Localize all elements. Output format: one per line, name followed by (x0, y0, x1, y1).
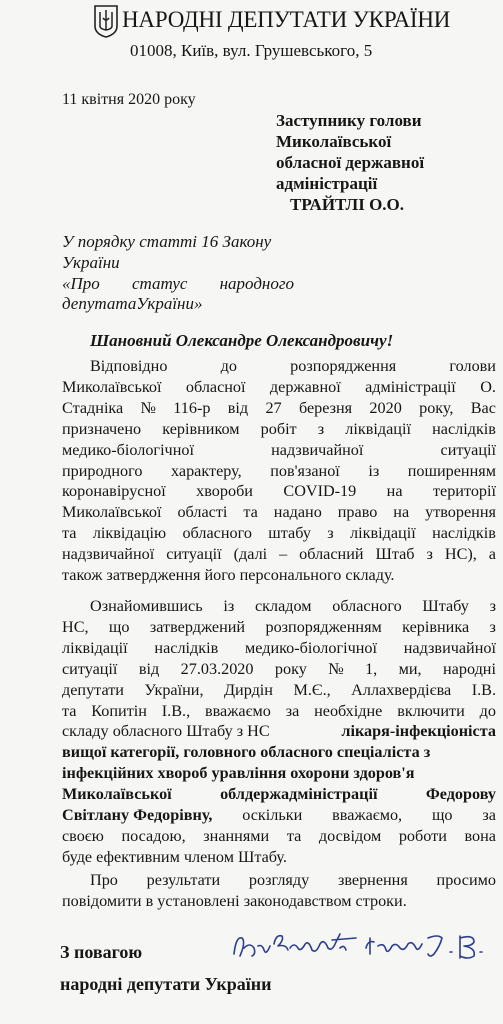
text-word: ліквідації (350, 524, 416, 543)
text-word: 1, (365, 659, 378, 678)
text-word: до (220, 357, 237, 375)
text-line (62, 805, 496, 826)
trident-emblem-icon (93, 4, 119, 38)
closing-line: З повагою (60, 942, 143, 962)
text-word: наслідків (432, 419, 496, 438)
text-word: надзвичайної (403, 638, 496, 657)
addressee-name: ТРАЙТЛІ О.О. (290, 195, 405, 214)
text-word: Штабу (422, 597, 469, 615)
text-word: Миколаївської (62, 377, 162, 396)
text-word: COVID-19 (283, 482, 357, 501)
paragraph-3 (62, 870, 496, 912)
text-word: затверджений (149, 617, 246, 636)
text-word: право (337, 503, 378, 522)
text-word: звернення (337, 871, 408, 889)
text-word: Миколаївської (62, 503, 162, 522)
text-word: із (368, 461, 380, 480)
text-line (62, 502, 496, 523)
text-word: на (393, 503, 410, 522)
text-word: необхідне (314, 701, 383, 720)
text-word: медико-біологічної (62, 440, 194, 459)
text-word: ліквідації (345, 419, 411, 438)
text-word: на (386, 482, 403, 501)
text-word: України, (144, 680, 204, 699)
text-word: за (285, 701, 300, 720)
text-line (62, 461, 496, 482)
text-word: хвороби (196, 482, 253, 501)
text-word: вважаємо, (332, 806, 403, 825)
text-line (62, 659, 496, 680)
text-word: та (286, 826, 302, 845)
text-line (62, 721, 496, 742)
text-word: року (274, 659, 307, 678)
text-word: пов'язаної (270, 461, 340, 480)
text-word: ліквідації (62, 638, 128, 657)
text-word: посадою, (121, 826, 186, 845)
text-run-bold: Світлану Федорівну, (62, 806, 213, 825)
text-line (62, 701, 496, 722)
text-word: просимо (436, 871, 496, 889)
text-word: розпорядженням (265, 617, 382, 636)
paragraph-1 (62, 356, 496, 586)
text-line (62, 617, 496, 638)
text-word: призначено (62, 419, 142, 438)
text-line: повідомити в установлені законодавством строки. (62, 891, 407, 910)
text-line (62, 742, 496, 763)
text-word: результати (146, 871, 221, 889)
text-word: поширенням (407, 461, 496, 480)
text-word: М.Є., (293, 680, 331, 699)
text-word: ситуації (440, 440, 496, 459)
paragraph-2 (62, 596, 496, 868)
text-word: характеру, (171, 461, 242, 480)
basis-line: депутатаУкраїни» (62, 294, 203, 314)
text-line (62, 784, 496, 805)
text-word: ми, (398, 659, 422, 678)
text-word: березня (298, 398, 353, 417)
basis-text: У порядку статті 16 Закону (62, 232, 272, 251)
text-word: Дирдін (223, 680, 273, 699)
text-word: Відповідно (90, 357, 168, 375)
addressee-line: Миколаївської (276, 132, 392, 151)
text-run: складу обласного Штабу з НС (62, 722, 270, 741)
letterhead-title: НАРОДНІ ДЕПУТАТИ УКРАЇНИ (122, 7, 451, 32)
text-word: ситуації (62, 659, 118, 678)
text-word: роботи (398, 826, 447, 845)
text-word: І.В., (161, 701, 191, 720)
text-word: НС), (444, 545, 477, 564)
text-word: Штаб (375, 545, 415, 564)
text-word: керівника (402, 617, 470, 636)
text-word: до (479, 701, 496, 720)
text-word: наслідків (154, 638, 219, 657)
text-word: голови (449, 357, 496, 375)
handwritten-signature (228, 924, 488, 968)
text-word: обласного (332, 597, 402, 615)
basis-line (62, 274, 294, 295)
text-run-bold: інфекційних хвороб уравління охорони здоров'я (62, 764, 415, 783)
text-word: за (482, 806, 496, 825)
letterhead-address: 01008, Київ, вул. Грушевського, 5 (130, 41, 373, 60)
text-line: буде ефективним членом Штабу. (62, 847, 287, 866)
text-word: адміністрації (365, 377, 456, 396)
text-word: розгляду (248, 871, 310, 889)
text-word: – (279, 545, 288, 564)
text-word: обласний (299, 545, 364, 564)
text-word: Аллахвердієва (351, 680, 452, 699)
addressee-line: адміністрації (276, 174, 378, 193)
text-word: з (489, 617, 496, 636)
text-word: обласного (182, 524, 252, 543)
text-run-bold: вищої категорії, головного обласного спеціаліста з (62, 743, 431, 762)
text-word: та (243, 503, 258, 522)
text-word: надзвичайної (271, 440, 364, 459)
text-word-bold: облдержадміністрації (220, 785, 378, 804)
text-word: від (227, 398, 249, 417)
text-word: Ознайомившись (90, 597, 203, 615)
text-line (62, 419, 496, 440)
text-word: та (62, 701, 77, 720)
text-line (62, 481, 496, 502)
text-word: Про (90, 871, 118, 889)
legal-basis (62, 232, 294, 315)
text-word: оскільки (242, 806, 303, 825)
text-word: керівником (162, 419, 240, 438)
text-word: з (317, 419, 325, 438)
text-line (62, 638, 496, 659)
text-line (62, 377, 496, 398)
text-word: 2020 (369, 398, 402, 417)
text-word-bold: Федорову (425, 785, 496, 804)
text-word: О. (480, 377, 496, 396)
basis-word: «Про (62, 273, 100, 293)
text-word: своєю (62, 826, 104, 845)
addressee-block (276, 110, 496, 215)
text-word: надано (273, 503, 322, 522)
text-word: складом (254, 597, 312, 615)
text-word: що (108, 617, 130, 636)
text-word: розпорядження (290, 357, 397, 375)
text-word: вона (464, 826, 496, 845)
text-word: та (62, 524, 77, 543)
text-word: державної (269, 377, 341, 396)
text-word: І.В. (471, 680, 496, 699)
text-word: а (488, 545, 496, 564)
text-line (62, 596, 496, 617)
text-word: від (138, 659, 160, 678)
text-word: вважаємо (204, 701, 271, 720)
text-word: з (489, 597, 496, 615)
text-word: Копитін (91, 701, 147, 720)
text-line: також затвердження його персонального складу. (62, 566, 395, 585)
text-word: 27 (265, 398, 282, 417)
text-line (62, 826, 496, 847)
text-word: наслідків (432, 524, 496, 543)
text-line (62, 523, 496, 544)
text-word: НС, (62, 617, 89, 636)
text-word: Стадніка (62, 398, 124, 417)
text-word: знаннями (203, 826, 270, 845)
text-word: робіт (260, 419, 297, 438)
text-word: території (432, 482, 496, 501)
text-word: (далі (233, 545, 268, 564)
text-word: із (223, 597, 235, 615)
closing-signatories: народні депутати України (60, 974, 272, 994)
basis-word: статус (131, 273, 188, 293)
text-word: з (426, 545, 433, 564)
text-word: утворення (425, 503, 496, 522)
basis-word: народного (219, 273, 294, 293)
text-word: включити (397, 701, 465, 720)
text-word: депутати (62, 680, 124, 699)
basis-line: України (62, 252, 120, 272)
text-word-bold: Миколаївської (62, 785, 172, 804)
text-word: надзвичайної (62, 545, 155, 564)
text-word: № (328, 659, 344, 678)
text-word: штабу (268, 524, 311, 543)
basis-line (62, 232, 294, 253)
text-word: № (140, 398, 156, 417)
text-line (62, 763, 496, 784)
text-word: області (177, 503, 228, 522)
text-word: ліквідацію (92, 524, 167, 543)
text-word: коронавірусної (62, 482, 166, 501)
text-word: 116-р (173, 398, 211, 417)
text-word: з (327, 524, 334, 543)
text-word: Вас (470, 398, 496, 417)
letter-date: 11 квітня 2020 року (62, 91, 196, 108)
text-line (62, 440, 496, 461)
text-line (62, 680, 496, 701)
text-word: досвідом (318, 826, 382, 845)
addressee-line: Заступнику голови (276, 111, 422, 130)
text-line (62, 356, 496, 377)
text-word: року, (419, 398, 454, 417)
text-word: природного (62, 461, 143, 480)
text-word: 27.03.2020 (180, 659, 254, 678)
salutation: Шановний Олександре Олександровичу! (90, 331, 394, 350)
addressee-line: обласної державної (276, 153, 425, 172)
text-word: обласної (185, 377, 246, 396)
text-line (62, 870, 496, 891)
text-word: медико-біологічної (245, 638, 377, 657)
text-word: народні (443, 659, 496, 678)
text-line (62, 544, 496, 565)
text-word: що (431, 806, 453, 825)
text-word: ситуації (166, 545, 222, 564)
text-run-bold: лікаря-інфекціоніста (341, 722, 496, 741)
text-line (62, 398, 496, 419)
